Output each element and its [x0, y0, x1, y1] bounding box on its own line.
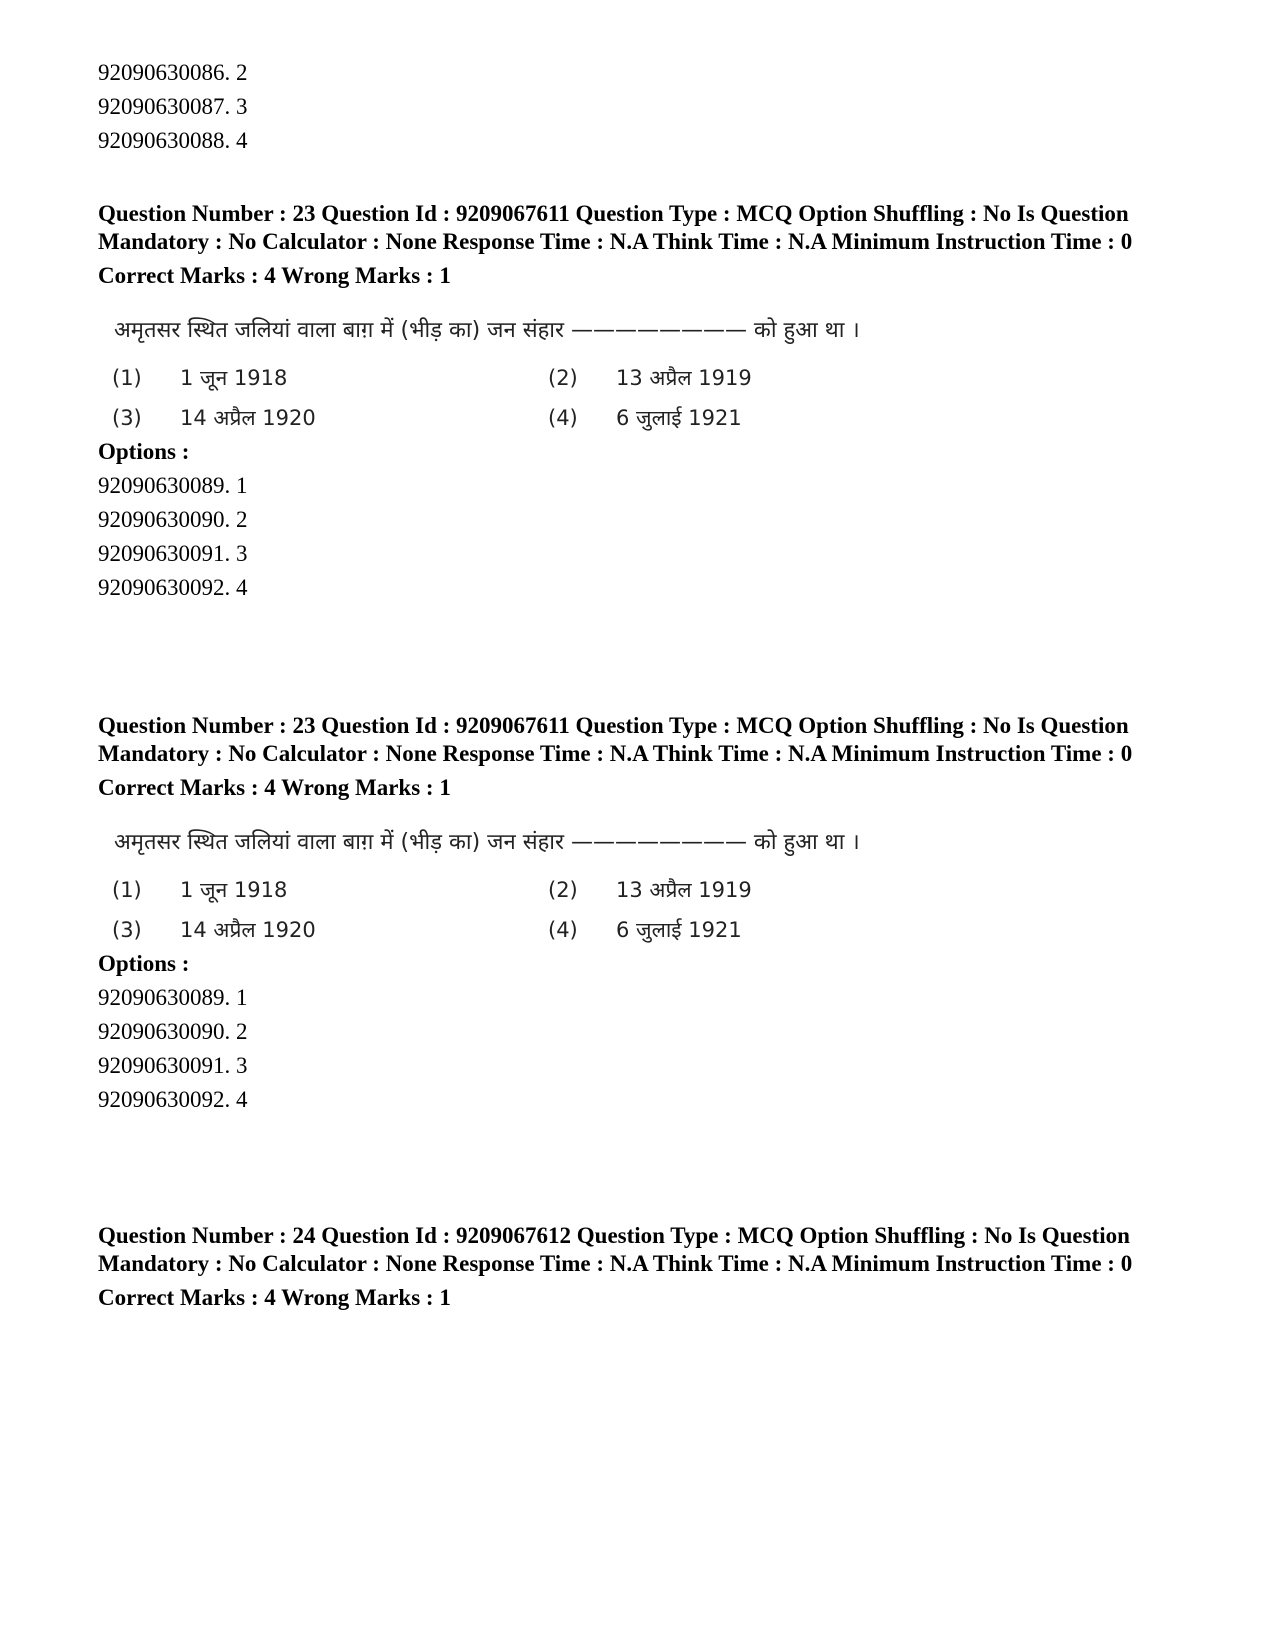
option-line: 92090630091. 3	[98, 1053, 248, 1078]
choice-2: (2) 13 अप्रैल 1919	[548, 878, 752, 902]
question-marks: Correct Marks : 4 Wrong Marks : 1	[98, 775, 451, 800]
option-line: 92090630086. 2	[98, 60, 248, 85]
option-line: 92090630090. 2	[98, 507, 248, 532]
question-meta: Question Number : 23 Question Id : 9209067611 Question Type : MCQ Option Shuffling : No Is Question Mandatory : No Calculator : None Response Time : N.A Think Time : N.A Minimum Instruction Time : 0	[98, 713, 1133, 766]
question-image	[98, 808, 1198, 943]
question-marks: Correct Marks : 4 Wrong Marks : 1	[98, 1285, 451, 1310]
choice-4: (4) 6 जुलाई 1921	[548, 406, 742, 430]
options-label: Options :	[98, 439, 190, 464]
choice-3: (3) 14 अप्रैल 1920	[112, 918, 316, 942]
options-list	[98, 947, 1198, 1117]
option-line: 92090630089. 1	[98, 473, 248, 498]
question-meta: Question Number : 24 Question Id : 9209067612 Question Type : MCQ Option Shuffling : No Is Question Mandatory : No Calculator : None Response Time : N.A Think Time : N.A Minimum Instruction Time : 0	[98, 1223, 1133, 1276]
option-line: 92090630088. 4	[98, 128, 248, 153]
option-line: 92090630091. 3	[98, 541, 248, 566]
choice-1: (1) 1 जून 1918	[112, 366, 288, 390]
question-text: अमृतसर स्थित जलियां वाला बाग़ में (भीड़ का) जन संहार ———————— को हुआ था ।	[114, 318, 860, 343]
question-text: अमृतसर स्थित जलियां वाला बाग़ में (भीड़ का) जन संहार ———————— को हुआ था ।	[114, 830, 860, 855]
question-block	[98, 200, 1198, 605]
option-line: 92090630092. 4	[98, 575, 248, 600]
prev-options-list	[98, 56, 1198, 158]
choice-3: (3) 14 अप्रैल 1920	[112, 406, 316, 430]
option-line: 92090630089. 1	[98, 985, 248, 1010]
options-label: Options :	[98, 951, 190, 976]
question-block	[98, 1222, 1198, 1312]
question-block	[98, 712, 1198, 1117]
option-line: 92090630087. 3	[98, 94, 248, 119]
choice-2: (2) 13 अप्रैल 1919	[548, 366, 752, 390]
question-marks: Correct Marks : 4 Wrong Marks : 1	[98, 263, 451, 288]
options-list	[98, 435, 1198, 605]
choice-4: (4) 6 जुलाई 1921	[548, 918, 742, 942]
question-meta: Question Number : 23 Question Id : 9209067611 Question Type : MCQ Option Shuffling : No Is Question Mandatory : No Calculator : None Response Time : N.A Think Time : N.A Minimum Instruction Time : 0	[98, 201, 1133, 254]
choice-1: (1) 1 जून 1918	[112, 878, 288, 902]
question-image	[98, 296, 1198, 431]
option-line: 92090630092. 4	[98, 1087, 248, 1112]
option-line: 92090630090. 2	[98, 1019, 248, 1044]
